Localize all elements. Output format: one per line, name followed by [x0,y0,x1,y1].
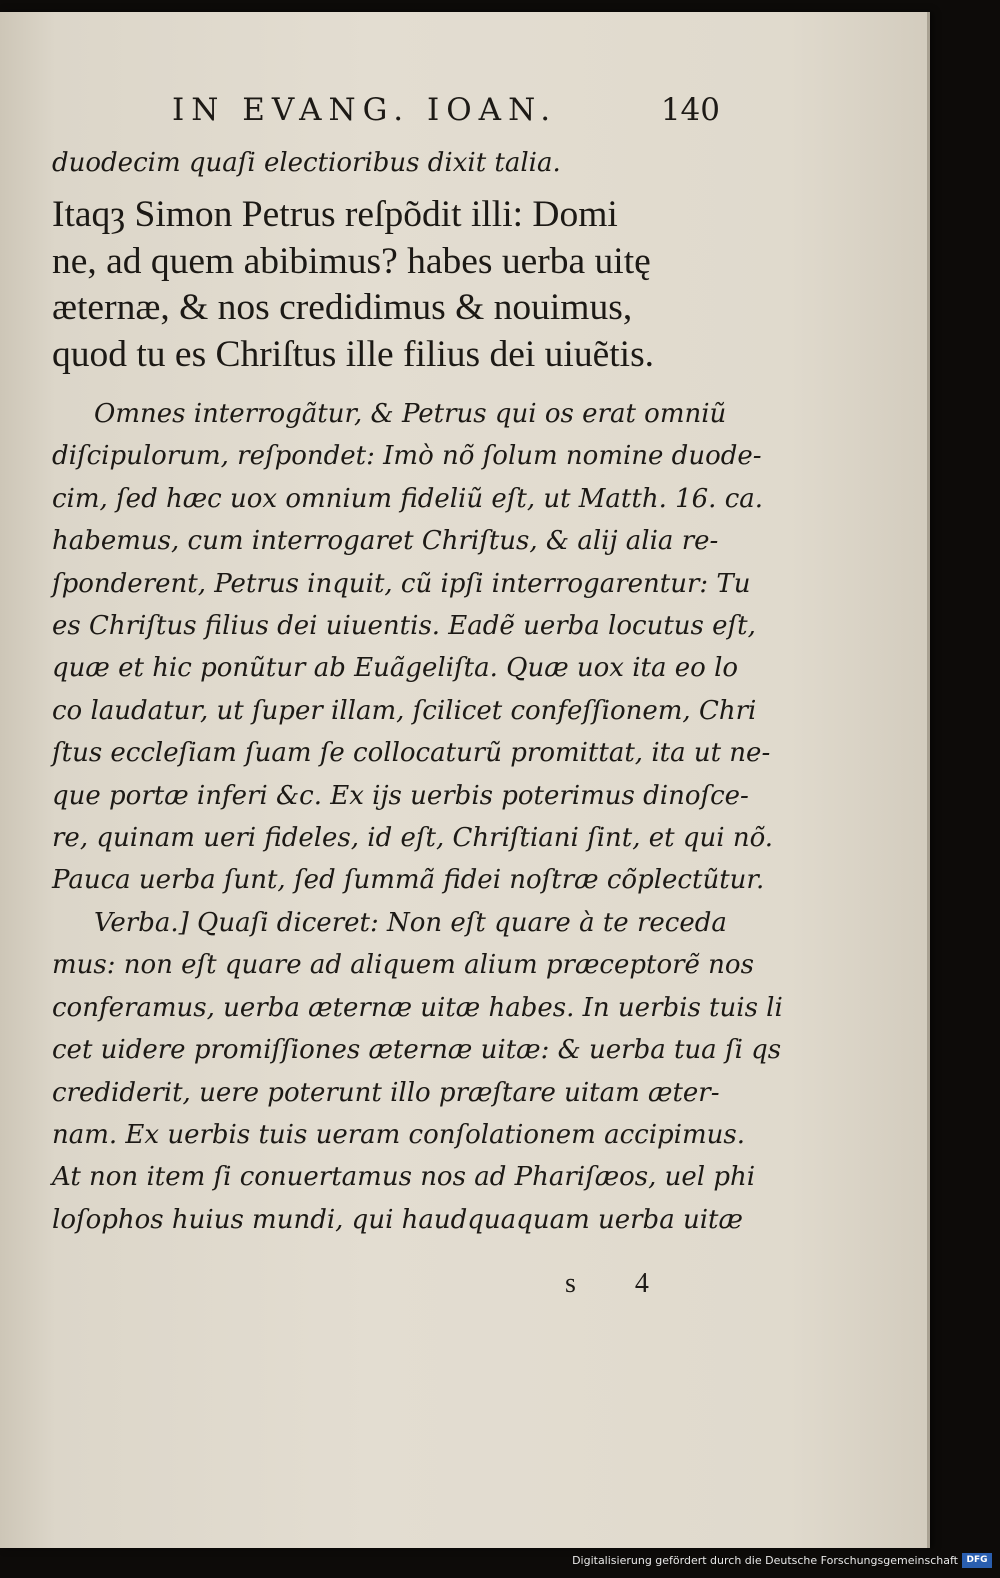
scripture-passage [52,192,722,378]
commentary-line: Omnes interrogãtur, & Petrus qui os erat omniũ [94,399,727,429]
commentary-line: cet uidere promiſſiones æternæ uitæ: & uerba tua ſi qs [52,1035,782,1066]
commentary-line: loſophos huius mundi, qui haudquaquam uerba uitæ [52,1204,743,1235]
dfg-logo: DFG [962,1553,992,1568]
commentary-line: es Chriſtus filius dei uiuentis. Eadẽ uerba locutus eſt, [52,611,756,642]
commentary-line: Verba.] Quaſi diceret: Non eſt quare à te receda [94,907,727,938]
commentary-line: conferamus, uerba æternæ uitæ habes. In uerbis tuis li [52,992,783,1023]
dfg-credit-text: Digitalisierung gefördert durch die Deutsche Forschungsgemeinschaft [572,1554,958,1567]
running-head [160,92,720,132]
commentary-block [52,393,783,1241]
commentary-line: co laudatur, ut ſuper illam, ſcilicet confeſſionem, Chri [52,695,757,726]
scripture-line: æternæ, & nos credidimus & nouimus, [52,287,633,328]
commentary-line: diſcipulorum, reſpondet: Imò nõ ſolum nomine duode- [52,441,762,472]
commentary-line: crediderit, uere poterunt illo præſtare uitam æter- [52,1077,720,1108]
commentary-line: habemus, cum interrogaret Chriſtus, & alij alia re- [52,526,719,557]
commentary-line: nam. Ex uerbis tuis ueram conſolationem accipimus. [52,1119,745,1150]
commentary-line: re, quinam ueri fideles, id eſt, Chriſtiani ſint, et qui nõ. [52,823,774,854]
scripture-line: ne, ad quem abibimus? habes uerba uitę [52,240,651,282]
commentary-line: ſponderent, Petrus inquit, cũ ipſi interrogarentur: Tu [52,568,751,599]
scripture-line: quod tu es Chriſtus ille filius dei uiuẽtis. [52,333,655,375]
commentary-line: Pauca uerba ſunt, ſed ſummã fidei noſtræ cõplectũtur. [52,865,765,896]
page-number: 140 [660,92,720,128]
commentary-line: quæ et hic ponũtur ab Euãgeliſta. Quæ uox ita eo lo [52,653,739,684]
continuation-line: duodecim quaſi electioribus dixit talia. [52,148,561,178]
running-head-title: IN EVANG. IOAN. [172,92,558,128]
signature-mark: s 4 [565,1268,675,1299]
scripture-line: Itaqȝ Simon Petrus reſpõdit illi: Domi [52,194,618,235]
commentary-line: At non item ſi conuertamus nos ad Phariſæos, uel phi [52,1162,756,1193]
commentary-line: ſtus eccleſiam ſuam ſe collocaturũ promittat, ita ut ne- [52,738,771,769]
commentary-line: cim, ſed hæc uox omnium fideliũ eſt, ut Matth. 16. ca. [52,483,764,514]
commentary-line: mus: non eſt quare ad aliquem alium præceptorẽ nos [52,950,754,981]
commentary-line: que portæ inferi &c. Ex ijs uerbis poterimus dinoſce- [52,780,749,811]
